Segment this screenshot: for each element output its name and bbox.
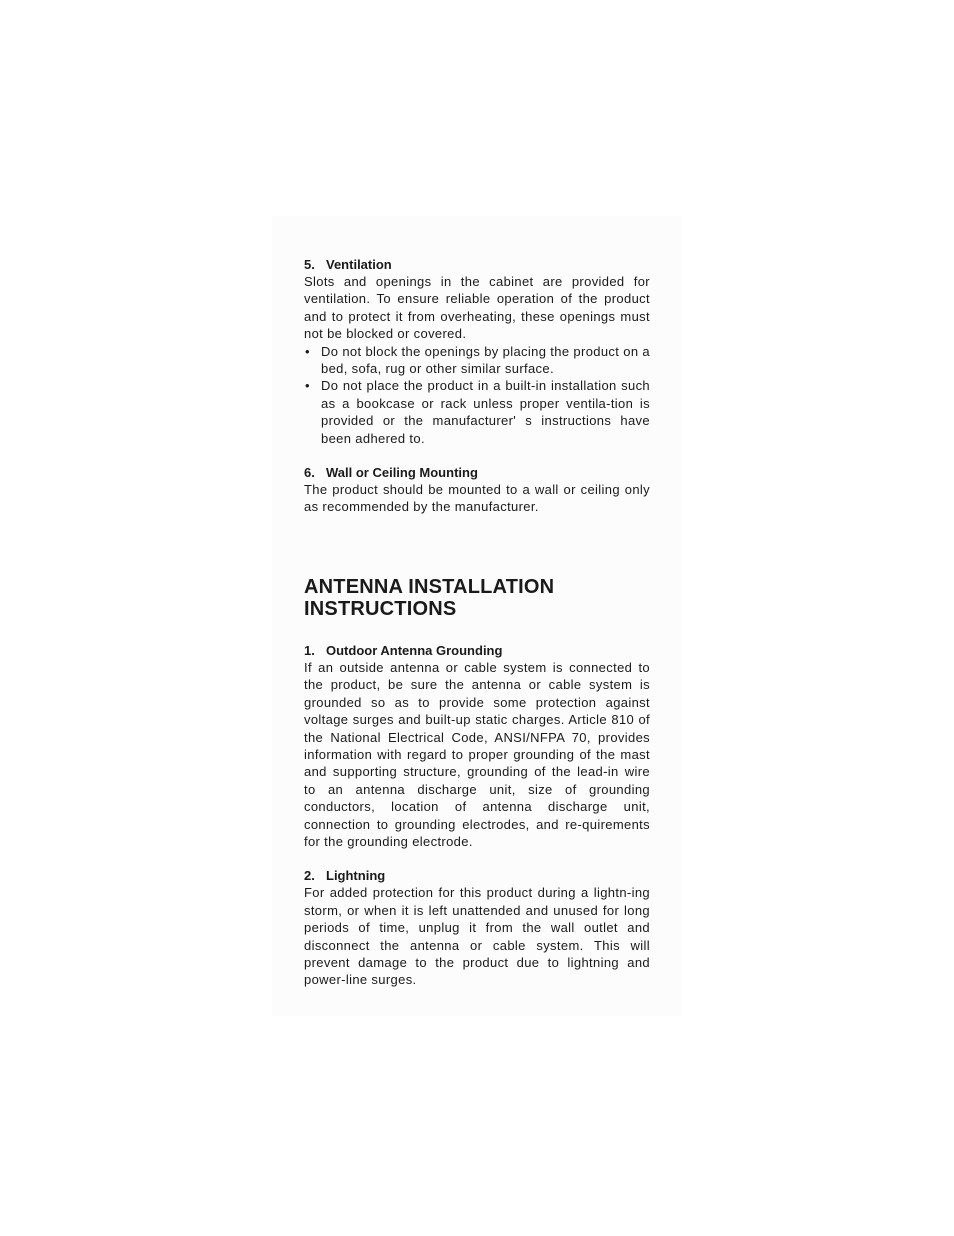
section-heading: [304, 642, 650, 659]
section-ventilation: [304, 256, 650, 447]
section-heading: [304, 867, 650, 884]
section-number: 2.: [304, 868, 315, 884]
section-number: 6.: [304, 465, 315, 481]
list-item: [304, 377, 650, 447]
section-title: Wall or Ceiling Mounting: [326, 465, 478, 481]
list-item: [304, 343, 650, 378]
page-title-line: ANTENNA INSTALLATION: [304, 575, 555, 598]
document-content: [304, 256, 650, 989]
section-title: Lightning: [326, 868, 386, 884]
bullet-list: [304, 343, 650, 447]
section-title: Outdoor Antenna Grounding: [326, 642, 503, 658]
bullet-icon: •: [305, 378, 310, 394]
section-number: 5.: [304, 257, 315, 272]
page-title: [304, 576, 650, 620]
section-heading: [304, 256, 650, 273]
page-title-line: INSTRUCTIONS: [304, 597, 457, 620]
bullet-icon: •: [305, 343, 310, 359]
section-title: Ventilation: [326, 257, 392, 272]
section-body: For added protection for this product during a lightn-ing storm, or when it is left unattended and unused for long periods of time, unplug it from the wall outlet and disconnect the antenna or cable system. This will prevent damage to the product due to lightning and power-line surges.: [304, 885, 650, 988]
section-number: 1.: [304, 642, 315, 658]
list-item-text: Do not place the product in a built-in installation such as a bookcase or rack unless proper ventila-tion is provided or the manufacturer' s instructions have been adhered to.: [321, 378, 650, 446]
section-wall-mounting: [304, 464, 650, 516]
section-lightning: [304, 867, 650, 988]
section-outdoor-grounding: [304, 642, 650, 850]
list-item-text: Do not block the openings by placing the product on a bed, sofa, rug or other similar surface.: [321, 343, 650, 377]
section-body: Slots and openings in the cabinet are provided for ventilation. To ensure reliable operation of the product and to protect it from overheating, these openings must not be blocked or covered.: [304, 274, 650, 342]
section-body: If an outside antenna or cable system is connected to the product, be sure the antenna or cable system is grounded so as to provide some protection against voltage surges and built-up static charges. Article 810 of the National Electrical Code, ANSI/NFPA 70, provides information with regard to proper grounding of the mast and supporting structure, grounding of the lead-in wire to an antenna discharge unit, size of grounding conductors, location of antenna discharge unit, connection to grounding electrodes, and re-quirements for the grounding electrode.: [304, 659, 650, 849]
section-heading: [304, 464, 650, 481]
section-body: The product should be mounted to a wall or ceiling only as recommended by the manufacturer.: [304, 482, 650, 515]
